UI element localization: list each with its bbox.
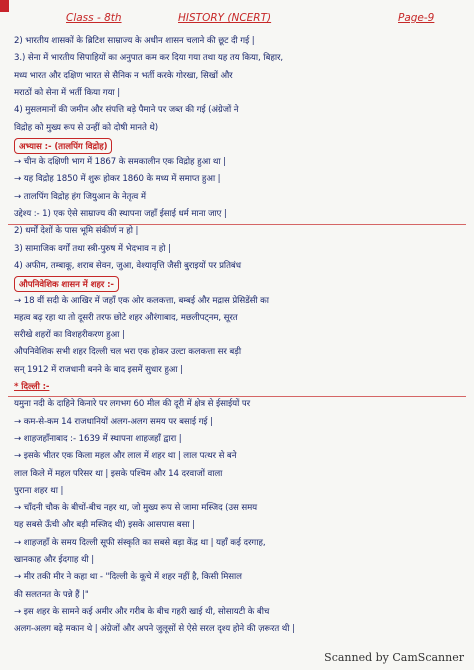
note-line: 3) सामाजिक वर्गों तथा स्त्री-पुरुष में भेदभाव न हो | [14,243,171,254]
handwritten-notes [14,34,458,654]
note-line: महत्व बढ़ रहा था तो दूसरी तरफ छोटे शहर औरंगाबाद, मछलीपट्नम, सूरत [14,312,238,323]
note-line: → मीर तकी मीर ने कहा था - "दिल्ली के कूचे में शहर नहीं है, किसी मिसाल [14,572,242,583]
note-line: → चाँदनी चौक के बीचों-बीच नहर था, जो मुख्य रूप से जामा मस्जिद (उस समय [14,503,258,514]
note-line: → इसके भीतर एक किला महल और लाल में शहर था | लाल पत्थर से बने [14,451,237,462]
note-line: पुराना शहर था | [14,485,64,496]
note-line: → 18 वीं सदी के आखिर में जहाँ एक ओर कलकत्ता, बम्बई और मद्रास प्रेसिडेंसी का [14,295,269,306]
note-line: अलग-अलग बढ़े मकान थे | अंग्रेजों और अपने जुलूसों से ऐसे सरल दृश्य होने की ज़रूरत थी | [14,624,295,635]
note-line: खानकाह और ईदगाह थी | [14,555,95,565]
note-line: मराठों को सेना में भर्ती किया गया | [14,87,121,98]
note-line: 3.) सेना में भारतीय सिपाहियों का अनुपात कम कर दिया गया तथा यह तय किया, बिहार, [14,53,284,64]
note-line: औपनिवेशिक शासन में शहर :- [14,276,458,292]
note-line: → इस शहर के सामने कई अमीर और गरीब के बीच गहरी खाई थी, सोसायटी के बीच [14,606,270,617]
subject-title: HISTORY (NCERT) [178,12,272,24]
note-line: → यह विद्रोह 1850 में शुरू होकर 1860 के मध्य में समाप्त हुआ | [14,174,221,185]
note-line: 2) धर्मों देशों के पास भूमि संकीर्ण न हो | [14,226,139,237]
note-line: यमुना नदी के दाहिने किनारे पर लगभग 60 मील की दूरी में क्षेत्र से ईसाईयों पर [14,399,251,410]
scanner-watermark: Scanned by CamScanner [324,651,464,664]
note-line: → कम-से-कम 14 राजधानियों अलग-अलग समय पर बसाई गई | [14,416,213,427]
note-line: औपनिवेशिक सभी शहर दिल्ली चल भरा एक होकर उल्टा कलकत्ता सर बड़ी [14,347,241,358]
class-label: Class - 8th [66,12,122,24]
note-line: सरीखे शहरों का विशहरीकरण हुआ | [14,330,125,341]
red-corner-mark [0,0,9,12]
note-line: 2) भारतीय शासकों के ब्रिटिश साम्राज्य के अधीन शासन चलाने की छूट दी गई | [14,36,255,46]
note-line: → तालपिंग विद्रोह हंग जियुआन के नेतृत्व में [14,191,146,202]
note-line: * दिल्ली :- [14,382,50,392]
note-line: यह सबसे ऊँची और बड़ी मस्जिद थी) इसके आसपास बसा | [14,520,195,531]
note-line: 4) मुसलमानों की जमीन और संपत्ति बड़े पैमाने पर जब्त की गई (अंग्रेजों ने [14,105,239,116]
note-line: अभ्यास :- (तालपिंग विद्रोह) [14,138,458,154]
note-line: लाल किले में महल परिसर था | इसके पश्चिम और 14 दरवाजों वाला [14,468,223,479]
note-line: → चीन के दक्षिणी भाग में 1867 के समकालीन एक विद्रोह हुआ था | [14,157,226,168]
note-line: उद्देश्य :- 1) एक ऐसे साम्राज्य की स्थापना जहाँ ईसाई धर्म माना जाए | [14,209,227,219]
note-line: मध्य भारत और दक्षिण भारत से सैनिक न भर्ती करके गोरखा, सिखों और [14,70,233,81]
note-line: की सलतनत के पन्ने हैं |" [14,589,89,600]
note-line: → शाहजहाँ के समय दिल्ली सूफी संस्कृति का सबसे बड़ा केंद्र था | यहाँ कई दरगाह, [14,537,266,548]
page-number: Page-9 [398,12,435,24]
note-line: → शाहजहाँनाबाद :- 1639 में स्थापना शाहजहाँ द्वारा | [14,433,182,444]
note-line: विद्रोह को मुख्य रूप से उन्हीं को दोषी मानते थे) [14,122,159,133]
note-line: सन् 1912 में राजधानी बनने के बाद इसमें सुधार हुआ | [14,364,183,375]
note-line: 4) अफीम, तम्बाकू, शराब सेवन, जुआ, वेश्यावृत्ति जैसी बुराइयों पर प्रतिबंध [14,260,241,271]
